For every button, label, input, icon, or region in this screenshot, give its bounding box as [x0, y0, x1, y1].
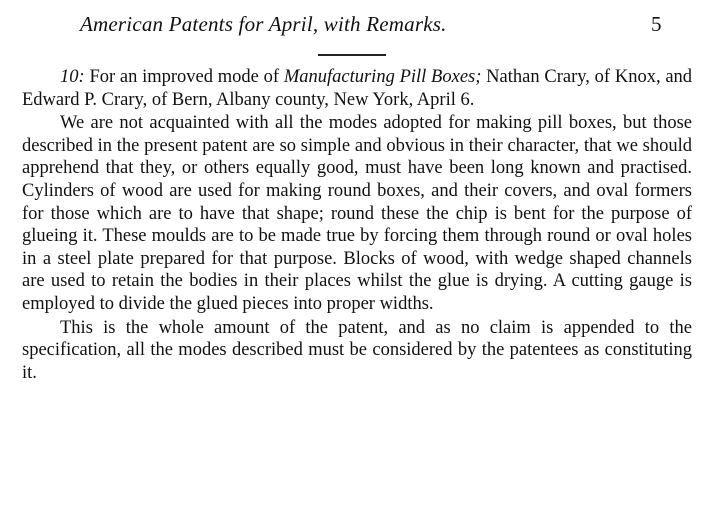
paragraph-remarks: This is the whole amount of the patent, and as no claim is appended to the specification, all the modes described must be considered by the patentees as constituting it. [22, 317, 692, 383]
entry-number: 10: [60, 67, 85, 87]
page-number: 5 [651, 12, 662, 36]
paragraph-description: We are not acquainted with all the modes adopted for making pill boxes, but those described in the present patent are so simple and obvious in their character, that we should apprehend that they, or others equally good, must have been long known and practised. Cylinders of wood are used for making round boxes, and their covers, and oval formers for those which are to have that shape; round these the chip is bent for the purpose of glueing it. These moulds are to be made true by forcing them through round or oval holes in a steel plate prepared for that purpose. Blocks of wood, with wedge shaped channels are used to retain the bodies in their places whilst the glue is drying. A cutting gauge is employed to divide the glued pieces into proper widths. [22, 113, 692, 314]
patent-entry [22, 66, 692, 111]
page-header [0, 12, 714, 42]
article-body [22, 66, 692, 384]
running-title: American Patents for April, with Remarks. [80, 12, 447, 36]
entry-subject: Manufacturing Pill Boxes; [283, 67, 482, 87]
header-divider [318, 54, 386, 56]
entry-details: Nathan Crary, of Knox, and Edward P. Crary, of Bern, Albany county, New York, April 6. [22, 67, 693, 110]
entry-intro: For an improved mode of [89, 67, 280, 87]
